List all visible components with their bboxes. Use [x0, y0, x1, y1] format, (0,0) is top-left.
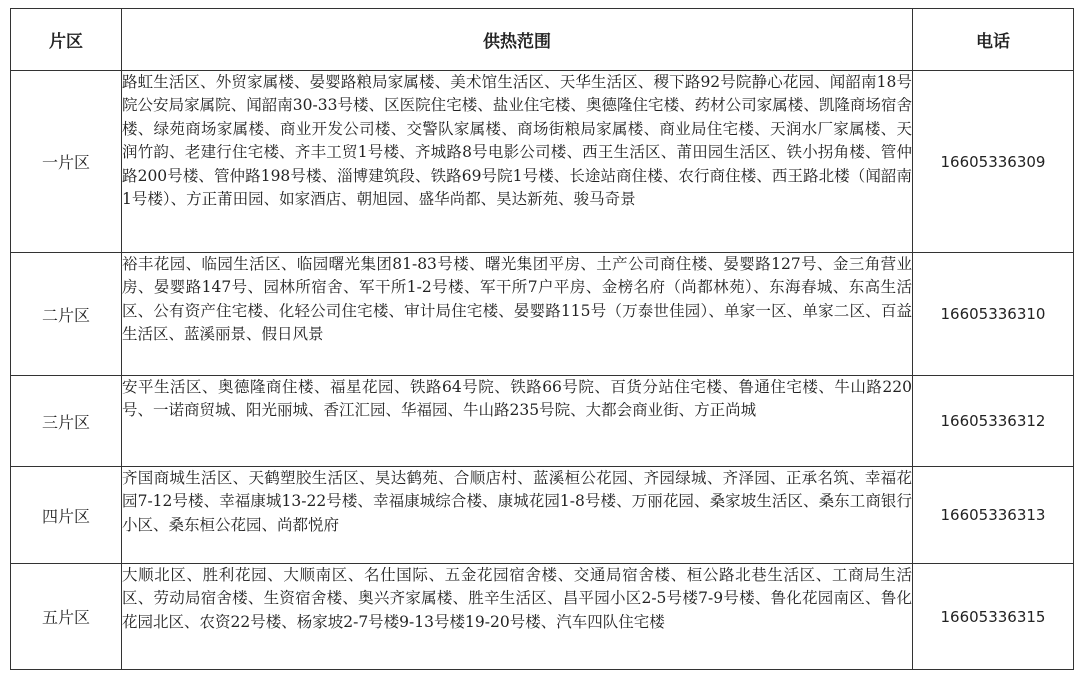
header-heating-range: 供热范围 — [122, 9, 913, 71]
phone-number: 16605336310 — [913, 253, 1074, 376]
heating-range-text: 安平生活区、奥德隆商住楼、福星花园、铁路64号院、铁路66号院、百货分站住宅楼、鲁通住宅楼、牛山路220号、一诺商贸城、阳光丽城、香江汇园、华福园、牛山路235号院、大都会商业街、方正尚城 — [122, 376, 913, 467]
header-phone: 电话 — [913, 9, 1074, 71]
heating-range-text: 齐国商城生活区、天鹤塑胶生活区、昊达鹤苑、合顺店村、蓝溪桓公花园、齐园绿城、齐泽园、正承名筑、幸福花园7-12号楼、幸福康城13-22号楼、幸福康城综合楼、康城花园1-8号楼、万丽花园、桑家坡生活区、桑东工商银行小区、桑东桓公花园、尚都悦府 — [122, 467, 913, 564]
header-zone: 片区 — [11, 9, 122, 71]
heating-range-text: 大顺北区、胜利花园、大顺南区、名仕国际、五金花园宿舍楼、交通局宿舍楼、桓公路北巷生活区、工商局生活区、劳动局宿舍楼、生资宿舍楼、奥兴齐家属楼、胜辛生活区、昌平园小区2-5号楼7-9号楼、鲁化花园南区、鲁化花园北区、农资22号楼、杨家坡2-7号楼9-13号楼19-20号楼、汽车四队住宅楼 — [122, 564, 913, 670]
phone-number: 16605336309 — [913, 71, 1074, 253]
phone-number: 16605336313 — [913, 467, 1074, 564]
phone-number: 16605336315 — [913, 564, 1074, 670]
table-row — [11, 253, 1074, 376]
table-row — [11, 376, 1074, 467]
zone-name: 五片区 — [11, 564, 122, 670]
heating-range-text: 路虹生活区、外贸家属楼、晏婴路粮局家属楼、美术馆生活区、天华生活区、稷下路92号院静心花园、闻韶南18号院公安局家属院、闻韶南30-33号楼、区医院住宅楼、盐业住宅楼、奥德隆住宅楼、药材公司家属楼、凯隆商场宿舍楼、绿苑商场家属楼、商业开发公司楼、交警队家属楼、商场街粮局家属楼、商业局住宅楼、天润水厂家属楼、天润竹韵、老建行住宅楼、齐丰工贸1号楼、齐城路8号电影公司楼、西王生活区、莆田园生活区、铁小拐角楼、管仲路200号楼、管仲路198号楼、淄博建筑段、铁路69号院1号楼、长途站商住楼、农行商住楼、西王路北楼（闻韶南1号楼）、方正莆田园、如家酒店、朝旭园、盛华尚都、昊达新苑、骏马奇景 — [122, 71, 913, 253]
heating-zones-table — [10, 8, 1074, 670]
table-row — [11, 564, 1074, 670]
table-header-row — [11, 9, 1074, 71]
table-row — [11, 467, 1074, 564]
heating-range-text: 裕丰花园、临园生活区、临园曙光集团81-83号楼、曙光集团平房、土产公司商住楼、晏婴路127号、金三角营业房、晏婴路147号、园林所宿舍、军干所1-2号楼、军干所7户平房、金榜名府（尚都林苑）、东海春城、东高生活区、公有资产住宅楼、化轻公司住宅楼、审计局住宅楼、晏婴路115号（万泰世佳园）、单家一区、单家二区、百益生活区、蓝溪丽景、假日风景 — [122, 253, 913, 376]
table-row — [11, 71, 1074, 253]
zone-name: 三片区 — [11, 376, 122, 467]
zone-name: 二片区 — [11, 253, 122, 376]
phone-number: 16605336312 — [913, 376, 1074, 467]
zone-name: 一片区 — [11, 71, 122, 253]
zone-name: 四片区 — [11, 467, 122, 564]
